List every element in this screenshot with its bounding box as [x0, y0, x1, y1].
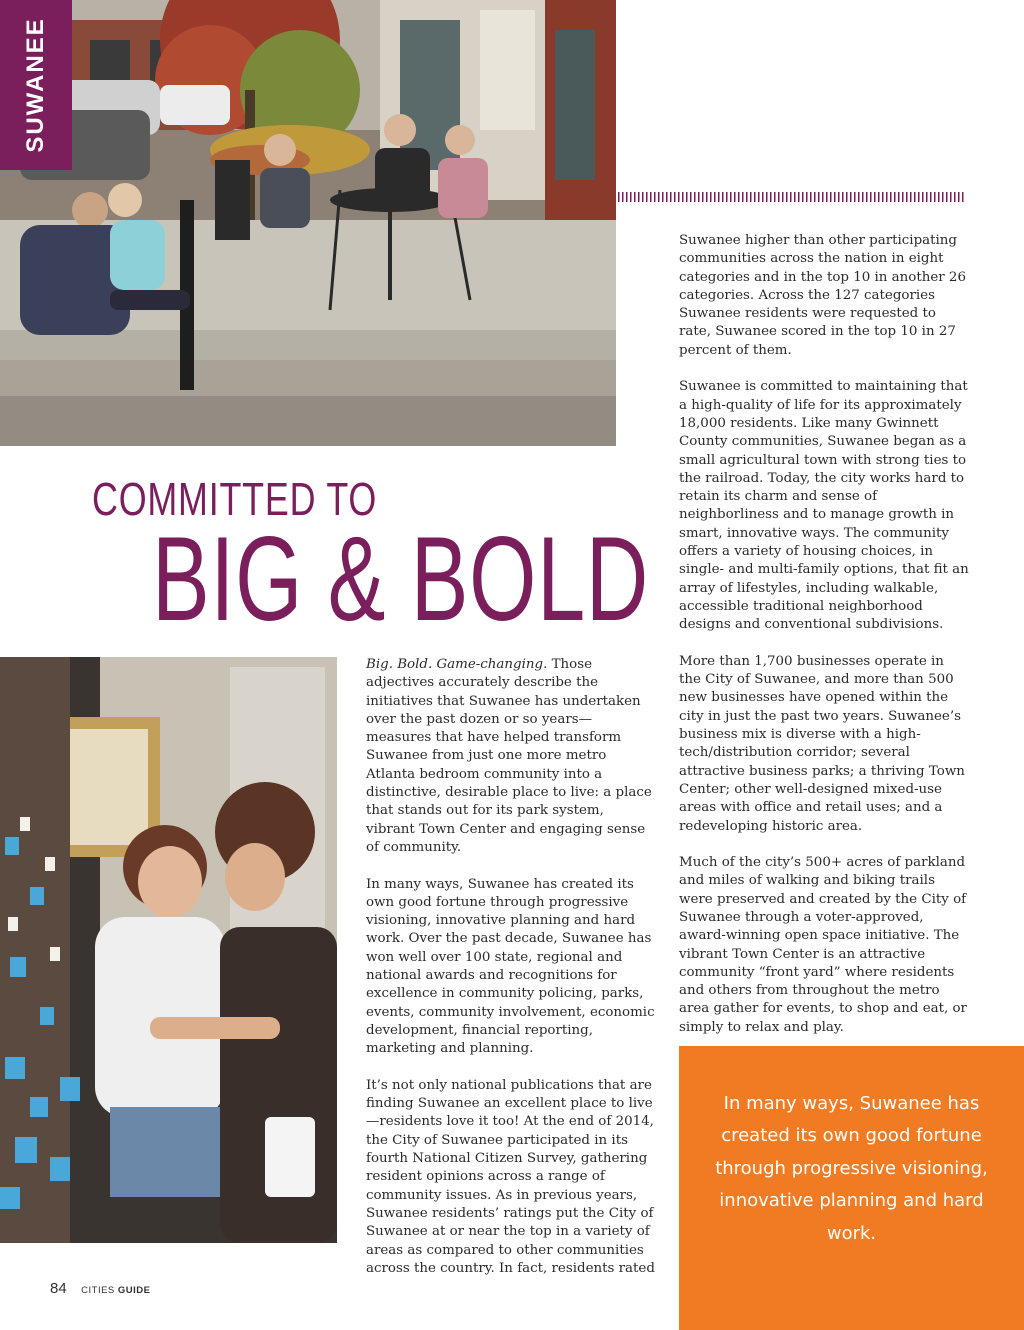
body-paragraph [366, 656, 656, 857]
headline-line-1: COMMITTED TO [92, 473, 378, 525]
section-tab [0, 0, 72, 170]
pullquote-box [679, 1046, 1024, 1330]
body-paragraph: Suwanee higher than other participating communities across the nation in eight categories and in the top 10 in another 26 categories. Across the 127 categories Suwanee residents were requested to rate, Suwanee scored in the top 10 in 27 percent of them. [679, 233, 966, 358]
body-paragraph: Suwanee is committed to maintaining that a high-quality of life for its approximately 18,000 residents. Like many Gwinnett County communities, Suwanee began as a small agricultural town with strong ties to the railroad. Today, the city works hard to retain its charm and sense of neighborliness and to manage growth in smart, innovative ways. The community offers a variety of housing choices, in single- and multi-family options, that fit an array of lifestyles, including walkable, accessible traditional neighborhood designs and conventional subdivisions. [679, 379, 969, 633]
body-column-middle [366, 656, 656, 1296]
body-paragraph: In many ways, Suwanee has created its own good fortune through progressive visioning, innovative planning and hard work. Over the past decade, Suwanee has won well over 100 state, regional and national awards and recognitions for excellence in community policing, parks, events, community involvement, economic development, financial reporting, marketing and planning. [366, 876, 655, 1057]
headline-line-2: BIG & BOLD [152, 512, 649, 646]
photo-jewelry-shopping [0, 657, 337, 1243]
body-paragraph: More than 1,700 businesses operate in the City of Suwanee, and more than 500 new businesses have opened within the city in just the past two years. Suwanee’s business mix is diverse with a high-tech/distribution corridor; several attractive business parks; a thriving Town Center; other well-designed mixed-use areas with office and retail uses; and a redeveloping historic area. [679, 653, 965, 834]
body-column-right [679, 232, 969, 1055]
publication-name-bold: GUIDE [117, 1285, 151, 1296]
photo-outdoor-cafe [0, 0, 616, 446]
body-paragraph: Much of the city’s 500+ acres of parkland and miles of walking and biking trails were preserved and created by the City of Suwanee through a voter-approved, award-winning open space initiative. The vibrant Town Center is an attractive community “front yard” where residents and others from throughout the metro area gather for events, to shop and eat, or simply to relax and play. [679, 855, 967, 1035]
publication-name [81, 1285, 150, 1296]
page-footer [50, 1280, 151, 1298]
page-number: 84 [50, 1280, 67, 1297]
decorative-hatch-rule [618, 192, 964, 202]
body-text: Those adjectives accurately describe the initiatives that Suwanee has undertaken over the past dozen or so years—measures that have helped transform Suwanee from just one more metro Atlanta bedroom community into a distinctive, desirable place to live: a place that stands out for its park system, vibrant Town Center and engaging sense of community. [366, 657, 652, 855]
section-tab-label: SUWANEE [22, 17, 49, 153]
pullquote-text: In many ways, Suwanee has created its own good fortune through progressive visioning, innovative planning and hard work. [715, 1093, 988, 1244]
publication-name-light: CITIES [81, 1285, 118, 1296]
body-paragraph: It’s not only national publications that are finding Suwanee an excellent place to live—residents love it too! At the end of 2014, the City of Suwanee participated in its fourth National Citizen Survey, gathering resident opinions across a range of community issues. As in previous years, Suwanee residents’ ratings put the City of Suwanee at or near the top in a variety of areas as compared to other communities across the country. In fact, residents rated [366, 1077, 655, 1276]
lead-in-italic: Big. Bold. Game-changing. [366, 657, 548, 672]
